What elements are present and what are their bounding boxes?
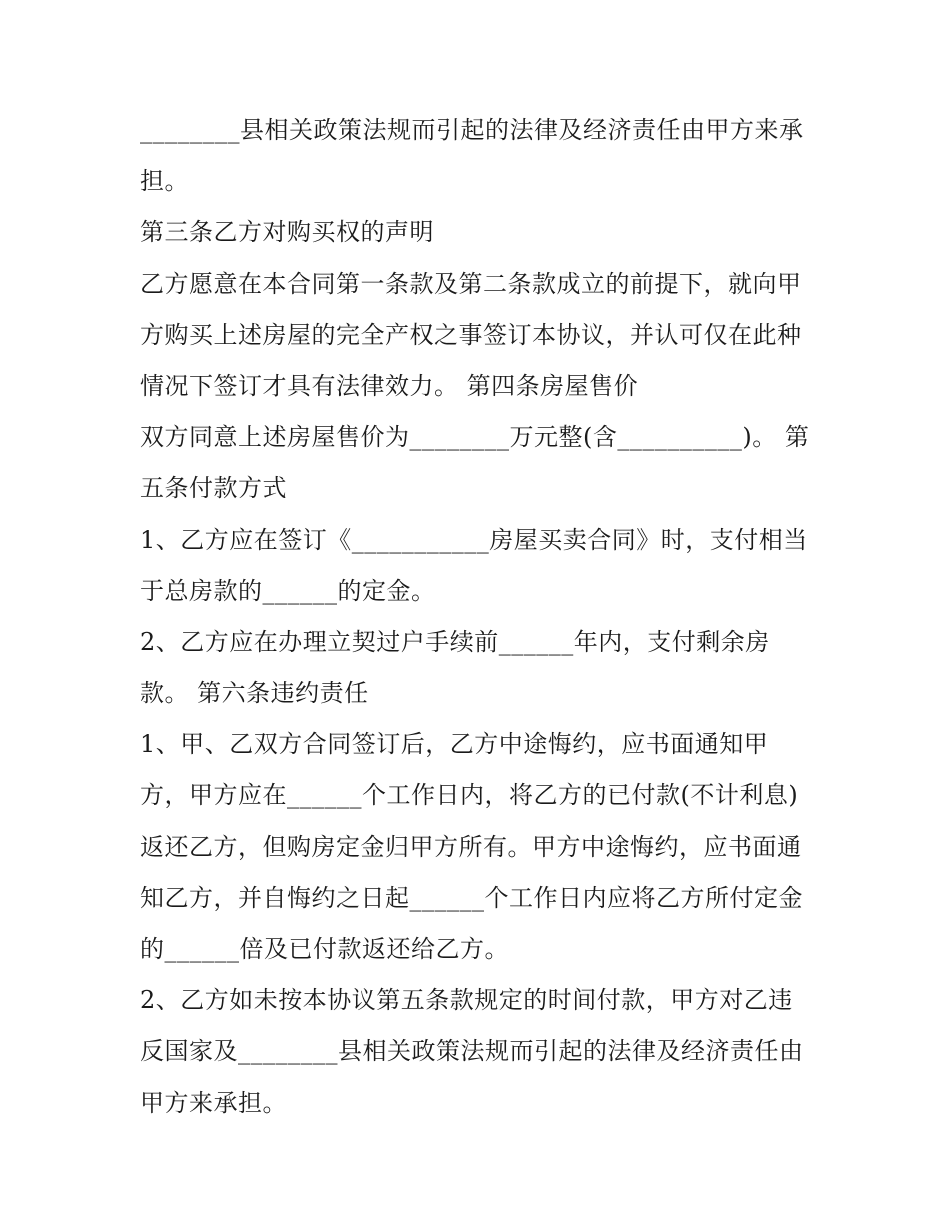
- text-line: 双方同意上述房屋售价为________万元整(含__________)。 第: [140, 423, 810, 452]
- text-line: 款。 第六条违约责任: [140, 679, 369, 708]
- section-heading: 第三条乙方对购买权的声明: [140, 218, 434, 247]
- text-line: 情况下签订才具有法律效力。 第四条房屋售价: [140, 371, 639, 400]
- text-line: 知乙方，并自悔约之日起______个工作日内应将乙方所付定金: [140, 883, 803, 912]
- text-line: 方，甲方应在______个工作日内，将乙方的已付款(不计利息): [140, 781, 799, 810]
- text-line: ________县相关政策法规而引起的法律及经济责任由甲方来承: [140, 116, 804, 144]
- text-line: 甲方来承担。: [140, 1088, 287, 1117]
- text-line: 反国家及________县相关政策法规而引起的法律及经济责任由: [140, 1037, 804, 1066]
- text-line: 1、乙方应在签订《___________房屋买卖合同》时，支付相当: [140, 525, 808, 554]
- text-line: 方购买上述房屋的完全产权之事签订本协议，并认可仅在此种: [140, 320, 802, 349]
- text-line: 于总房款的______的定金。: [140, 576, 436, 605]
- text-line: 乙方愿意在本合同第一条款及第二条款成立的前提下，就向甲: [140, 269, 802, 298]
- text-line: 五条付款方式: [140, 474, 287, 503]
- text-line: 担。: [140, 167, 189, 196]
- text-line: 2、乙方应在办理立契过户手续前______年内，支付剩余房: [140, 627, 770, 656]
- text-line: 2、乙方如未按本协议第五条款规定的时间付款，甲方对乙违: [140, 986, 793, 1015]
- text-line: 1、甲、乙双方合同签订后，乙方中途悔约，应书面通知甲: [140, 730, 769, 759]
- contract-text: [140, 105, 830, 1129]
- text-line: 返还乙方，但购房定金归甲方所有。甲方中途悔约，应书面通: [140, 832, 802, 861]
- text-line: 的______倍及已付款返还给乙方。: [140, 935, 509, 963]
